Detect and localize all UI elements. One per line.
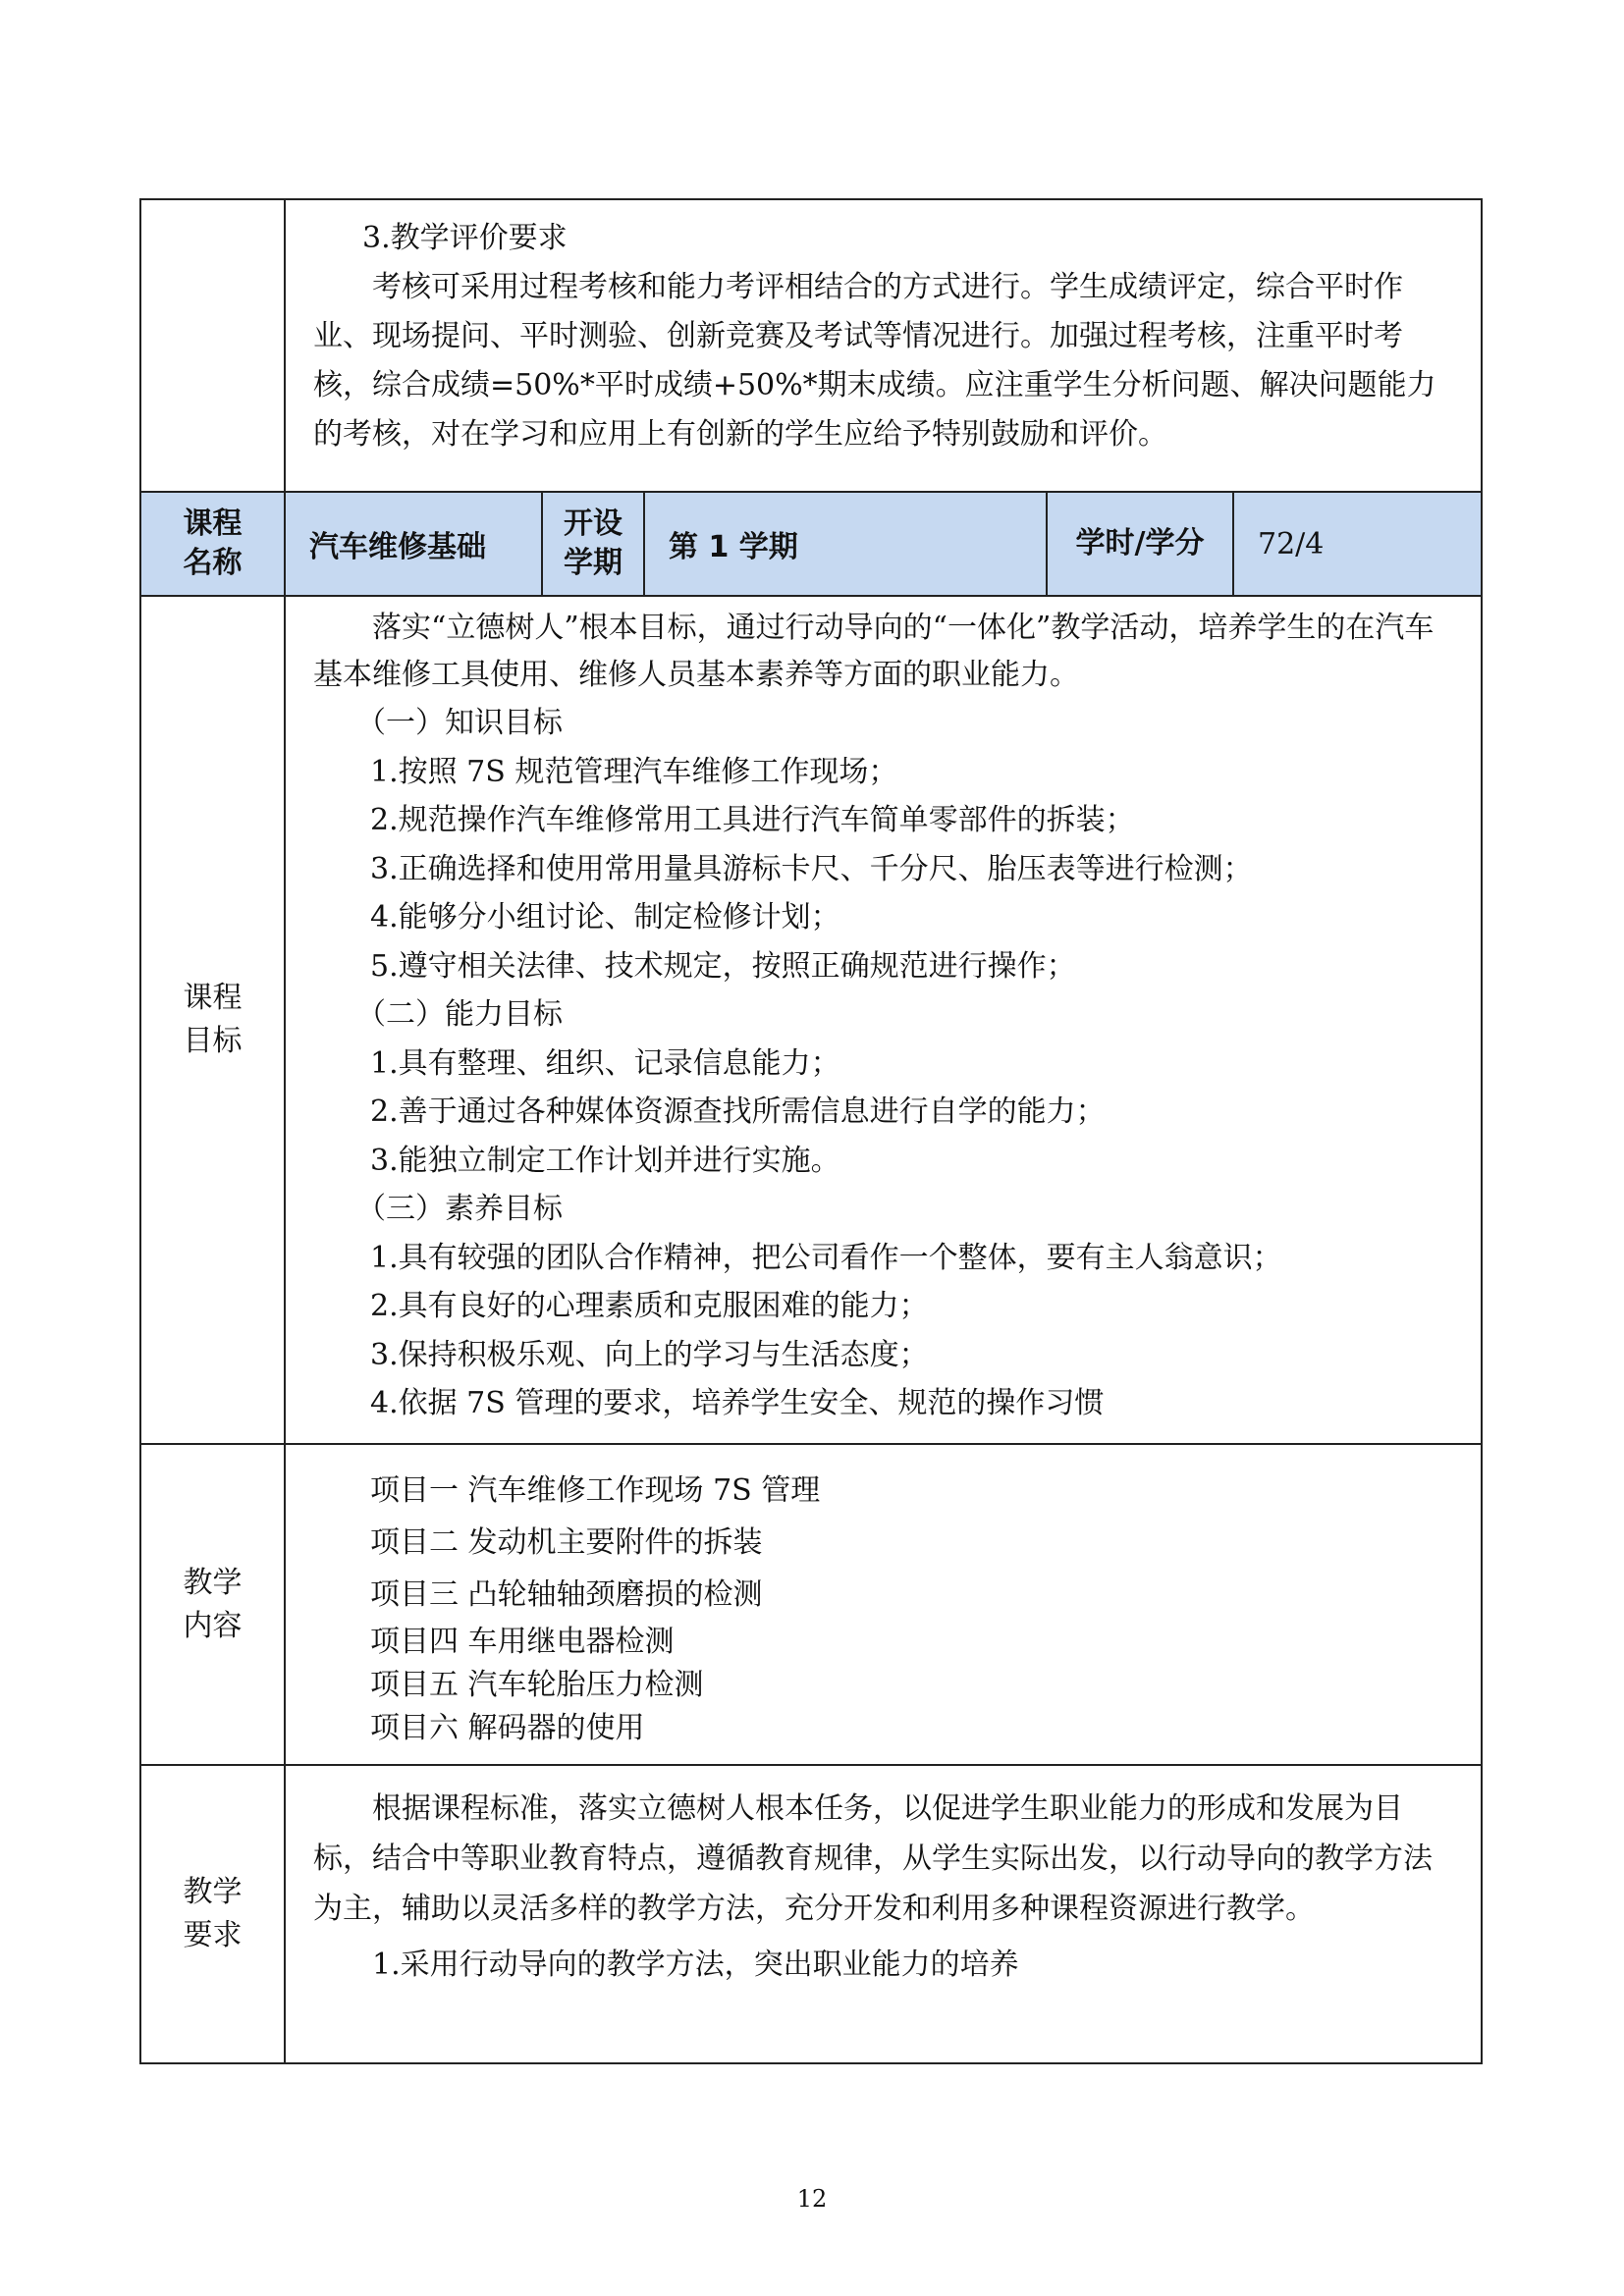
page-number: 12 xyxy=(796,2185,828,2213)
term-value: 第 1 学期 xyxy=(644,492,1047,596)
evaluation-paragraph: 考核可采用过程考核和能力考评相结合的方式进行。学生成绩评定，综合平时作业、现场提问、平时测验、创新竞赛及考试等情况进行。加强过程考核，注重平时考核，综合成绩=50%*平时成绩+50%*期末成绩。应注重学生分析问题、解决问题能力的考核，对在学习和应用上有创新的学生应给予特别鼓励和评价。 xyxy=(313,269,1436,452)
knowledge-item: 3.正确选择和使用常用量具游标卡尺、千分尺、胎压表等进行检测； xyxy=(370,851,1253,886)
content-row xyxy=(140,1444,1482,1765)
content-item: 项目一 汽车维修工作现场 7S 管理 xyxy=(370,1473,821,1508)
content-item: 项目五 汽车轮胎压力检测 xyxy=(370,1668,704,1702)
knowledge-item: 2.规范操作汽车维修常用工具进行汽车简单零部件的拆装； xyxy=(370,803,1135,837)
requirements-row xyxy=(140,1765,1482,2063)
knowledge-item: 5.遵守相关法律、技术规定，按照正确规范进行操作； xyxy=(370,948,1076,984)
objectives-row xyxy=(140,596,1482,1444)
evaluation-content-cell xyxy=(285,199,1482,492)
requirements-content-cell xyxy=(285,1765,1482,2063)
course-header-row xyxy=(140,492,1482,596)
requirements-paragraph: 根据课程标准，落实立德树人根本任务，以促进学生职业能力的形成和发展为目标，结合中等职业教育特点，遵循教育规律，从学生实际出发，以行动导向的教学方法为主，辅助以灵活多样的教学方法，充分开发和利用多种课程资源进行教学。 xyxy=(313,1791,1433,1926)
ability-item: 3.能独立制定工作计划并进行实施。 xyxy=(370,1143,840,1178)
quality-title: （三）素养目标 xyxy=(356,1192,563,1226)
course-table xyxy=(139,198,1483,2064)
evaluation-label-cell xyxy=(140,199,285,492)
requirements-item: 1.采用行动导向的教学方法，突出职业能力的培养 xyxy=(372,1948,1019,1982)
content-item: 项目二 发动机主要附件的拆装 xyxy=(370,1525,763,1560)
objectives-label-cell xyxy=(140,596,285,1444)
knowledge-title: （一）知识目标 xyxy=(356,706,563,740)
quality-item: 1.具有较强的团队合作精神，把公司看作一个整体，要有主人翁意识； xyxy=(370,1240,1282,1275)
term-label xyxy=(542,492,644,596)
ability-title: （二）能力目标 xyxy=(356,997,563,1032)
hours-value: 72/4 xyxy=(1233,492,1482,596)
content-label-cell xyxy=(140,1444,285,1765)
quality-item: 2.具有良好的心理素质和克服困难的能力； xyxy=(370,1289,929,1323)
content-item: 项目三 凸轮轴轴颈磨损的检测 xyxy=(370,1577,763,1612)
objectives-label: 课程目标 xyxy=(183,981,243,1058)
knowledge-item: 1.按照 7S 规范管理汽车维修工作现场； xyxy=(370,754,898,789)
quality-item: 4.依据 7S 管理的要求，培养学生安全、规范的操作习惯 xyxy=(370,1386,1105,1420)
ability-item: 1.具有整理、组织、记录信息能力； xyxy=(370,1045,840,1081)
evaluation-row xyxy=(140,199,1482,492)
requirements-label: 教学要求 xyxy=(183,1875,243,1952)
objectives-content-cell xyxy=(285,596,1482,1444)
objectives-intro: 落实“立德树人”根本目标，通过行动导向的“一体化”教学活动，培养学生的在汽车基本维修工具使用、维修人员基本素养等方面的职业能力。 xyxy=(313,611,1435,692)
content-list xyxy=(285,1444,1482,1765)
content-item: 项目四 车用继电器检测 xyxy=(370,1625,675,1659)
requirements-label-cell xyxy=(140,1765,285,2063)
hours-label: 学时/学分 xyxy=(1047,492,1233,596)
course-name-value: 汽车维修基础 xyxy=(285,492,542,596)
quality-item: 3.保持积极乐观、向上的学习与生活态度； xyxy=(370,1337,929,1372)
content-item: 项目六 解码器的使用 xyxy=(370,1711,645,1745)
course-name-label-text: 课程名称 xyxy=(183,507,243,580)
course-name-label xyxy=(140,492,285,596)
evaluation-heading: 3.教学评价要求 xyxy=(362,221,568,255)
content-label: 教学内容 xyxy=(183,1565,243,1643)
ability-item: 2.善于通过各种媒体资源查找所需信息进行自学的能力； xyxy=(370,1095,1106,1129)
term-label-text: 开设学期 xyxy=(564,507,623,580)
knowledge-item: 4.能够分小组讨论、制定检修计划； xyxy=(370,900,840,934)
